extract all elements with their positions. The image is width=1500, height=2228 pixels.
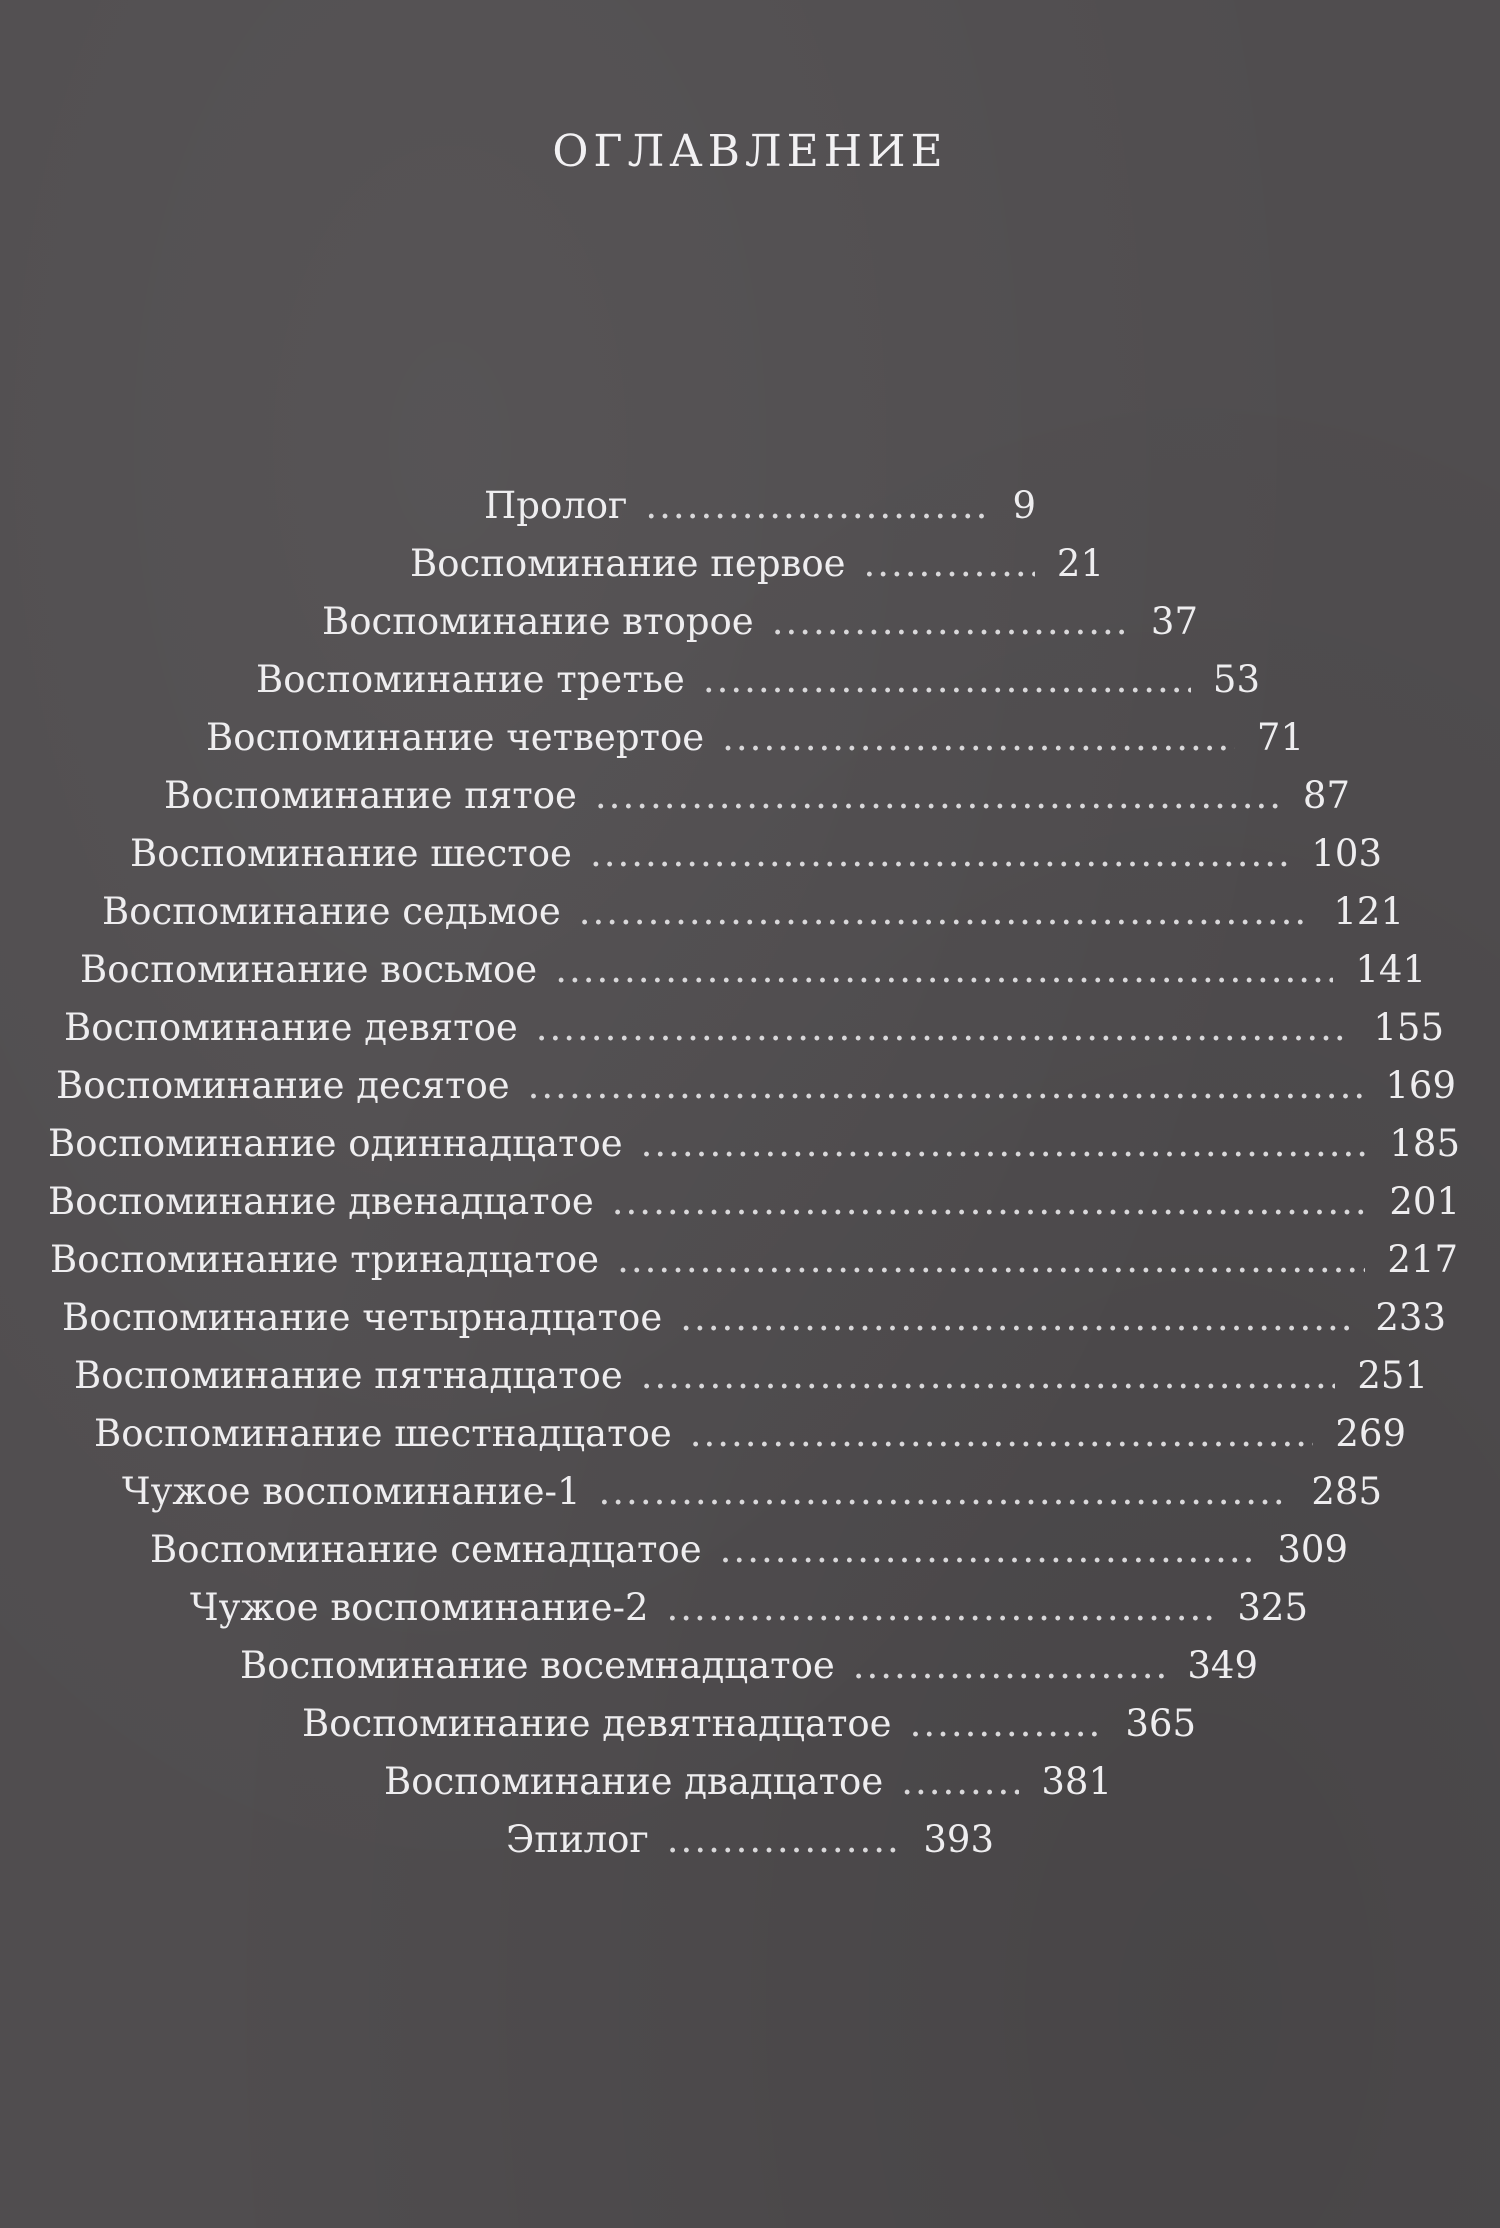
toc-entry-page: 393	[923, 1818, 994, 1861]
toc-entry	[240, 1644, 1258, 1702]
dot-leader	[703, 658, 1191, 701]
toc-entry	[56, 1064, 1456, 1122]
toc-entry	[190, 1586, 1308, 1644]
toc-entry-title: Воспоминание четырнадцатое	[62, 1296, 663, 1339]
toc-entry-page: 169	[1385, 1064, 1456, 1107]
toc-entry	[130, 832, 1382, 890]
dot-leader	[536, 1006, 1352, 1049]
toc-entry	[62, 1296, 1446, 1354]
dot-leader	[579, 890, 1312, 933]
toc-entry	[94, 1412, 1406, 1470]
dot-leader	[617, 1238, 1365, 1281]
toc-entry-page: 285	[1311, 1470, 1382, 1513]
toc-entry	[48, 1180, 1460, 1238]
toc-entry-title: Воспоминание тринадцатое	[50, 1238, 600, 1281]
toc-entry-title: Чужое воспоминание-2	[190, 1586, 649, 1629]
toc-entry-page: 309	[1277, 1528, 1348, 1571]
toc-entry	[50, 1238, 1458, 1296]
toc-entry-page: 21	[1056, 542, 1104, 585]
dot-leader	[722, 716, 1235, 759]
toc-entry-page: 87	[1302, 774, 1350, 817]
toc-entry-title: Эпилог	[506, 1818, 649, 1861]
toc-entry-title: Воспоминание шестнадцатое	[94, 1412, 672, 1455]
dot-leader	[667, 1586, 1216, 1629]
toc-entry	[322, 600, 1198, 658]
toc-entry-page: 233	[1375, 1296, 1446, 1339]
toc-entry-title: Воспоминание шестое	[130, 832, 572, 875]
toc-entry-page: 217	[1387, 1238, 1458, 1281]
dot-leader	[590, 832, 1289, 875]
toc-entry-page: 201	[1389, 1180, 1460, 1223]
toc-entry-title: Воспоминание одиннадцатое	[48, 1122, 623, 1165]
toc-entry-page: 349	[1187, 1644, 1258, 1687]
toc-entry	[150, 1528, 1348, 1586]
dot-leader	[595, 774, 1281, 817]
toc-entry	[410, 542, 1104, 600]
toc-entry-title: Воспоминание двенадцатое	[48, 1180, 594, 1223]
toc-entry	[164, 774, 1350, 832]
toc-entry-title: Воспоминание четвертое	[206, 716, 705, 759]
toc-entry	[80, 948, 1426, 1006]
toc-entry	[48, 1122, 1460, 1180]
toc-entry	[74, 1354, 1428, 1412]
toc-entry-title: Воспоминание пятнадцатое	[74, 1354, 623, 1397]
toc-entry	[206, 716, 1304, 774]
dot-leader	[853, 1644, 1166, 1687]
toc-entry-page: 9	[1012, 484, 1036, 527]
toc-entry-page: 365	[1125, 1702, 1196, 1745]
dot-leader	[720, 1528, 1256, 1571]
dot-leader	[528, 1064, 1364, 1107]
dot-leader	[901, 1760, 1019, 1803]
dot-leader	[641, 1354, 1336, 1397]
toc-entry-title: Воспоминание девятнадцатое	[302, 1702, 892, 1745]
toc-entry	[484, 484, 1036, 542]
dot-leader	[680, 1296, 1353, 1339]
toc-entry-title: Воспоминание девятое	[64, 1006, 518, 1049]
dot-leader	[690, 1412, 1314, 1455]
toc-entry	[256, 658, 1260, 716]
toc-entry-page: 37	[1150, 600, 1198, 643]
toc-entry-page: 251	[1357, 1354, 1428, 1397]
toc-entry-title: Воспоминание десятое	[56, 1064, 510, 1107]
dot-leader	[612, 1180, 1368, 1223]
page-title: ОГЛАВЛЕНИЕ	[552, 126, 948, 177]
toc-entry-title: Воспоминание второе	[322, 600, 754, 643]
toc-entry-title: Воспоминание восемнадцатое	[240, 1644, 835, 1687]
toc-entry-title: Воспоминание третье	[256, 658, 685, 701]
toc-entry-title: Воспоминание двадцатое	[384, 1760, 884, 1803]
toc-entry-page: 53	[1212, 658, 1260, 701]
toc-entry-title: Пролог	[484, 484, 628, 527]
toc-entry-page: 141	[1355, 948, 1426, 991]
dot-leader	[645, 484, 990, 527]
toc-entry	[64, 1006, 1444, 1064]
dot-leader	[864, 542, 1035, 585]
dot-leader	[555, 948, 1333, 991]
toc-entry	[506, 1818, 994, 1876]
toc-entry-page: 155	[1373, 1006, 1444, 1049]
toc-entry	[122, 1470, 1382, 1528]
toc-entry-title: Воспоминание седьмое	[102, 890, 561, 933]
dot-leader	[667, 1818, 902, 1861]
toc-entry	[102, 890, 1404, 948]
toc-entry-page: 269	[1335, 1412, 1406, 1455]
toc-entry-page: 103	[1311, 832, 1382, 875]
dot-leader	[599, 1470, 1290, 1513]
toc-entry-title: Чужое воспоминание-1	[122, 1470, 581, 1513]
toc-entry	[384, 1760, 1112, 1818]
toc-entry-page: 325	[1237, 1586, 1308, 1629]
toc-entry-page: 121	[1333, 890, 1404, 933]
dot-leader	[641, 1122, 1368, 1165]
toc-entry	[302, 1702, 1196, 1760]
dot-leader	[772, 600, 1129, 643]
toc-entry-title: Воспоминание первое	[410, 542, 846, 585]
toc-entry-title: Воспоминание пятое	[164, 774, 577, 817]
toc-entry-page: 381	[1041, 1760, 1112, 1803]
toc-entry-title: Воспоминание восьмое	[80, 948, 538, 991]
dot-leader	[910, 1702, 1104, 1745]
toc-entry-title: Воспоминание семнадцатое	[150, 1528, 702, 1571]
toc-entry-page: 185	[1389, 1122, 1460, 1165]
toc-entry-page: 71	[1256, 716, 1304, 759]
